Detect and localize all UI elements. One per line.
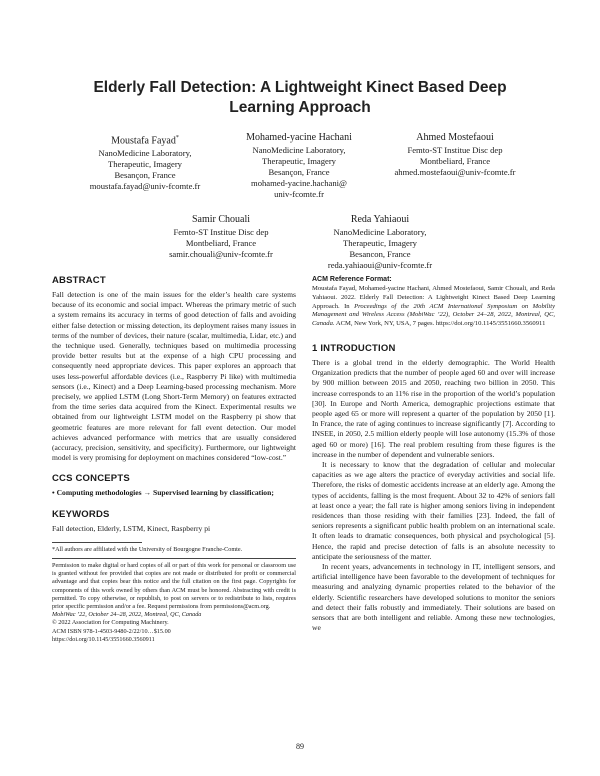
author-location: Besançon, France [114,170,176,181]
right-column [312,275,555,633]
author-affiliation: Therapeutic, Imagery [108,159,182,170]
author-name: Mohamed-yacine Hachani [246,132,352,143]
author-location: Besancon, France [349,249,411,259]
author-footnote: *All authors are affiliated with the University of Bourgogne Franche-Comte. [52,545,243,553]
ccs-heading: CCS CONCEPTS [52,473,130,485]
author-email: mohamed-yacine.hachani@ [251,178,347,188]
author-name: Reda Yahiaoui [350,214,410,225]
author-location: Montbeliard, France [185,238,257,248]
acm-reference-text: Moustafa Fayad, Mohamed-yacine Hachani, Ahmed Mostefaoui, Samir Chouali, and Reda Yahiaoui. 2022. Elderly Fall Detection: A Lightweight Kinect Based Deep Learning Approach. In Proceedings of the 20th ACM International Symposium on Mobility Management and Wireless Access (MobiWac ’22), October 24–28, 2022, Montreal, QC, Canada. ACM, New York, NY, USA, 7 pages. https://doi.org/10.1145/3551660.3560911 [312,285,555,328]
author-affiliation: Therapeutic, Imagery [343,238,417,248]
isbn-line: ACM ISBN 978-1-4503-9480-2/22/10…$15.00 [52,627,171,635]
author-location: Montbeliard, France [419,156,491,166]
copyright-line: © 2022 Association for Computing Machinery. [52,619,169,627]
acm-reference-heading: ACM Reference Format: [312,276,392,283]
abstract-heading: ABSTRACT [52,275,106,286]
permission-notice: Permission to make digital or hard copies of all or part of this work for personal or classroom use is granted without fee provided that copies are not made or distributed for profit or commercial advantage and that copies bear this notice and the full citation on the first page. Copyrights for components of this work owned by others than ACM must be honored. Abstracting with credit is permitted. To copy otherwise, or republish, to post on servers or to redistribute to lists, requires prior specific permission and/or a fee. Request permissions from permissions@acm.org. [52,562,296,611]
ccs-concepts: • Computing methodologies → Supervised learning by classification; [52,488,274,498]
page-number: 89 [296,742,304,751]
intro-paragraph: It is necessary to know that the degradation of cellular and molecular capacities as we age alters the practice of everyday activities and social life. Therefore, the risks of domestic accidents increase at an elderly age. Among the types of accidents, falling is the most frequent. About 32 to 42% of seniors fall at least once a year; the fall rate is higher among seniors living in independent residences than those residing with their families [23]. Indeed, the fall of seniors represents a significant public health problem on an international scale. It often leads to dramatic consequences, both physical and psychological [5]. Hence, the rapid and precise detection of falls is an absolute necessity to anticipate the seriousness of the matter. [312,460,555,561]
author-email: moustafa.fayad@univ-fcomte.fr [89,181,201,192]
author-block [60,131,230,192]
author-affiliation: NanoMedicine Laboratory, [98,148,192,159]
doi-line: https://doi.org/10.1145/3551660.3560911 [52,635,155,643]
paper-title: Elderly Fall Detection: A Lightweight Kinect Based Deep Learning Approach [93,79,507,116]
author-email: samir.chouali@univ-fcomte.fr [169,249,273,259]
author-affiliation: NanoMedicine Laboratory, [333,227,427,237]
intro-paragraph: There is a global trend in the elderly demographic. The World Health Organization predicts that the number of people aged 60 and over will increase by 900 million between 2015 and 2050, reaching two billion in 2050. This increase corresponds to an 11% rise in the proportion of the world’s population [30]. In Europe and North America, demographic projections estimate that people aged 65 or more will represent a quarter of the population by 2050 [1]. In France, the rate of aging continues to increase significantly [7]. According to INSEE, in 2050, 2.5 million elderly people will lose autonomy (15.3% of those aged 60 or more) [16]. The real problem resulting from these figures is the increase in the number of dependent and vulnerable seniors. [312,357,555,459]
author-block [295,213,465,271]
author-name: Moustafa Fayad* [111,135,179,147]
author-block [370,131,540,178]
author-affiliation: Femto-ST Institue Disc dep [173,227,269,237]
intro-paragraph: In recent years, advancements in technology in IT, intelligent sensors, and artificial intelligence have been favorable to the development of techniques for measuring and analyzing dynamic properties related to the behavior of the elderly. Scientific researchers have developed solutions to monitor the seniors and detect their falls robustly and immediately. Their solutions are based on sensors that are both intelligent and reliable. Among these new technologies, we [312,562,555,633]
author-name: Ahmed Mostefaoui [416,132,494,143]
footnote-rule [52,542,142,543]
author-email: univ-fcomte.fr [274,189,324,199]
author-affiliation: Femto-ST Institue Disc dep [407,145,503,155]
abstract-text: Fall detection is one of the main issues for the elder’s health care systems because of its economic and social impact. Whereas the primary metric of such a system remains its accuracy in terms of good detection of falls and avoiding either false detection or missing detection, its deployment raises many issues in terms of the number of devices, their nature (scalar, multimedia, Lidar, etc.) and the technique used. Generally, techniques based on multimedia processing provide better results but at the expense of a high CPU processing and consequently need appropriate devices. This paper explores an approach that uses less-powerful affordable devices (i.e., Raspberry Pi like) with multimedia sensors (i.e., Kinect) and a Deep Learning-based processing mechanism. More precisely, we applied LSTM (Long Short-Term Memory) on features extracted from the time series data acquired from the Kinect. Experimental results we obtained from our lightweight LSTM model on the Raspberry pi show that geometric features are more relevant for fall event detection. Our model achieves advanced performance with metrics that are usually considered (accuracy, precision, sensitivity, and specificity). Furthermore, our lightweight model is very promising for deployment on machines considered “low-cost.” [52,290,296,463]
author-affiliation: NanoMedicine Laboratory, [252,145,346,155]
venue-line: MobiWac ’22, October 24–28, 2022, Montreal, QC, Canada [52,611,202,619]
introduction-heading: 1 INTRODUCTION [312,342,396,354]
author-affiliation: Therapeutic, Imagery [262,156,336,166]
author-email: reda.yahiaoui@univ-fcomte.fr [327,260,433,270]
keywords-heading: KEYWORDS [52,508,110,520]
author-name: Samir Chouali [191,214,251,225]
left-column [52,275,296,644]
keywords-text: Fall detection, Elderly, LSTM, Kinect, Raspberry pi [52,523,211,533]
permission-rule [52,558,296,559]
author-email: ahmed.mostefaoui@univ-fcomte.fr [394,167,516,177]
author-block [214,131,384,200]
author-location: Besançon, France [268,167,330,177]
author-block [136,213,306,260]
